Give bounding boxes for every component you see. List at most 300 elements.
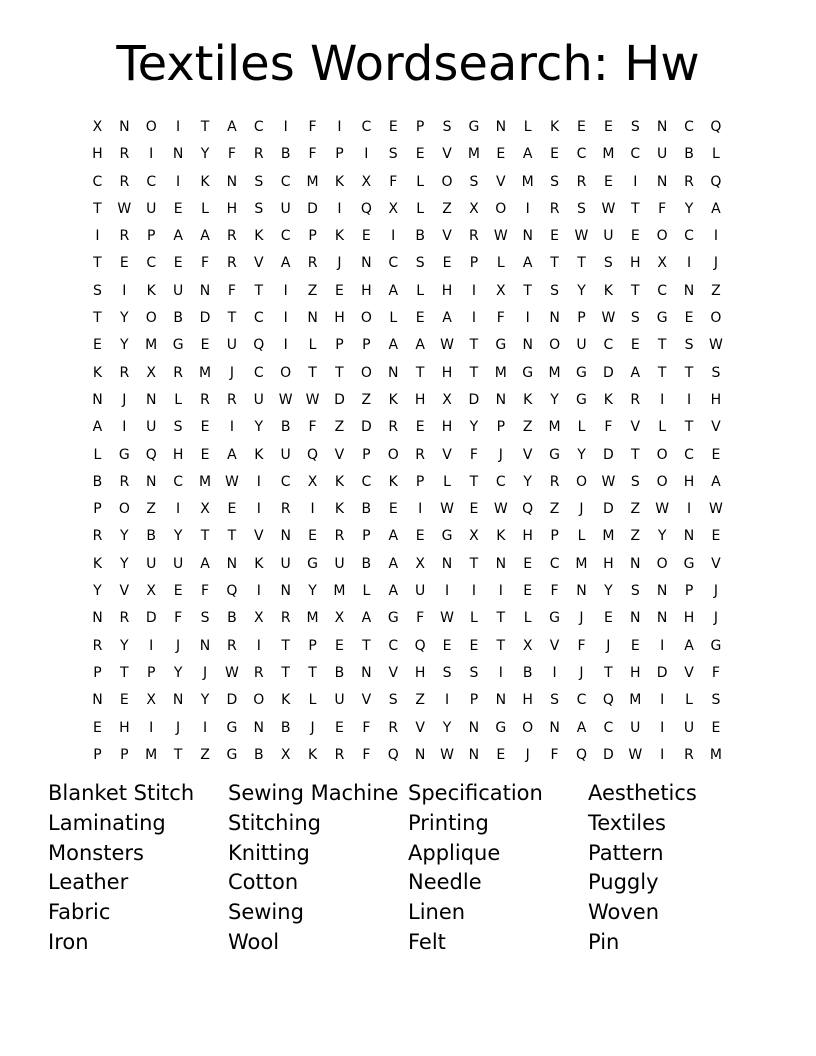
grid-letter: K bbox=[254, 555, 264, 572]
grid-letter: N bbox=[361, 255, 372, 272]
grid-letter: G bbox=[656, 310, 668, 327]
grid-letter: X bbox=[388, 200, 399, 217]
grid-letter: V bbox=[254, 255, 264, 272]
grid-letter: E bbox=[711, 719, 721, 736]
grid-letter: I bbox=[176, 119, 181, 135]
grid-letter: V bbox=[119, 583, 130, 600]
grid-letter: A bbox=[92, 419, 103, 436]
grid-letter: E bbox=[93, 337, 102, 354]
grid-letter: N bbox=[199, 637, 211, 654]
grid-letter: D bbox=[145, 610, 157, 627]
grid-letter: Q bbox=[414, 637, 426, 654]
grid-letter: V bbox=[388, 664, 399, 681]
grid-letter: R bbox=[92, 528, 103, 545]
grid-letter: N bbox=[630, 555, 641, 572]
grid-letter: N bbox=[522, 228, 533, 245]
grid-letter: C bbox=[603, 719, 614, 736]
grid-letter: Y bbox=[173, 528, 183, 545]
grid-letter: R bbox=[119, 173, 130, 190]
grid-letter: G bbox=[307, 555, 318, 572]
grid-letter: V bbox=[415, 719, 425, 736]
grid-letter: N bbox=[656, 583, 668, 600]
grid-letter: H bbox=[522, 528, 533, 545]
grid-letter: S bbox=[442, 664, 452, 681]
grid-letter: U bbox=[226, 337, 238, 354]
grid-letter: E bbox=[630, 337, 640, 354]
grid-letter: N bbox=[656, 119, 668, 135]
grid-letter: G bbox=[683, 555, 695, 572]
grid-letter: N bbox=[414, 746, 426, 763]
grid-letter: U bbox=[172, 282, 184, 299]
grid-letter: I bbox=[229, 419, 234, 436]
grid-letter: T bbox=[469, 473, 479, 490]
grid-letter: R bbox=[334, 746, 345, 763]
grid-letter: N bbox=[226, 555, 238, 572]
grid-letter: Y bbox=[254, 419, 264, 436]
grid-letter: I bbox=[283, 310, 288, 327]
grid-letter: H bbox=[92, 146, 103, 163]
grid-letter: Y bbox=[657, 528, 667, 545]
grid-letter: P bbox=[335, 337, 344, 354]
grid-letter: E bbox=[415, 528, 425, 545]
grid-letter: X bbox=[496, 282, 506, 299]
grid-letter: Z bbox=[361, 391, 372, 408]
grid-letter: P bbox=[362, 337, 371, 354]
grid-letter: V bbox=[334, 446, 345, 463]
grid-letter: F bbox=[550, 583, 559, 600]
grid-letter: Z bbox=[711, 282, 721, 299]
grid-letter: M bbox=[333, 583, 346, 600]
grid-letter: S bbox=[630, 473, 640, 490]
grid-letter: F bbox=[227, 282, 236, 299]
grid-letter: C bbox=[388, 637, 399, 654]
grid-letter: Q bbox=[307, 446, 319, 463]
grid-letter: F bbox=[200, 583, 210, 600]
grid-letter: Z bbox=[200, 746, 210, 763]
grid-letter: I bbox=[256, 473, 261, 490]
grid-letter: I bbox=[713, 228, 718, 245]
grid-letter: O bbox=[145, 119, 157, 135]
grid-letter: E bbox=[308, 528, 317, 545]
grid-letter: X bbox=[469, 200, 479, 217]
grid-letter: G bbox=[495, 337, 507, 354]
grid-letter: I bbox=[660, 637, 665, 654]
grid-letter: S bbox=[630, 583, 640, 600]
grid-letter: E bbox=[93, 719, 102, 736]
grid-letter: P bbox=[147, 664, 156, 681]
grid-letter: Q bbox=[253, 337, 265, 354]
grid-letter: L bbox=[470, 610, 478, 627]
grid-letter: I bbox=[283, 337, 288, 354]
grid-letter: R bbox=[227, 255, 237, 272]
grid-letter: N bbox=[656, 610, 668, 627]
grid-letter: K bbox=[549, 119, 560, 135]
grid-letter: S bbox=[630, 119, 640, 135]
grid-letter: Q bbox=[575, 746, 587, 763]
grid-letter: E bbox=[200, 446, 210, 463]
grid-letter: P bbox=[335, 146, 344, 163]
grid-letter: R bbox=[415, 446, 425, 463]
grid-letter: A bbox=[200, 555, 210, 572]
grid-letter: E bbox=[711, 446, 721, 463]
grid-letter: K bbox=[603, 282, 613, 299]
grid-letter: I bbox=[149, 637, 154, 654]
grid-letter: Y bbox=[308, 583, 317, 600]
grid-letter: E bbox=[630, 637, 640, 654]
grid-letter: T bbox=[173, 746, 183, 763]
grid-letter: I bbox=[283, 119, 288, 135]
grid-letter: C bbox=[173, 473, 183, 490]
grid-letter: T bbox=[630, 200, 640, 217]
grid-letter: R bbox=[576, 173, 587, 190]
grid-letter: T bbox=[657, 337, 667, 354]
grid-letter: T bbox=[93, 200, 102, 217]
grid-letter: K bbox=[334, 228, 345, 245]
word-list bbox=[48, 779, 768, 958]
grid-letter: R bbox=[173, 364, 183, 381]
grid-letter: E bbox=[550, 146, 560, 163]
word-list-item: Leather bbox=[48, 870, 129, 895]
grid-letter: U bbox=[253, 391, 264, 408]
grid-letter: T bbox=[200, 528, 210, 545]
grid-letter: O bbox=[656, 555, 668, 572]
grid-letter: D bbox=[334, 391, 345, 408]
grid-letter: G bbox=[387, 610, 399, 627]
grid-letter: N bbox=[495, 692, 507, 709]
grid-letter: B bbox=[146, 528, 157, 545]
grid-letter: P bbox=[469, 255, 479, 272]
grid-letter: B bbox=[415, 228, 425, 245]
grid-letter: D bbox=[602, 501, 614, 518]
grid-letter: Y bbox=[200, 692, 210, 709]
grid-letter: E bbox=[335, 719, 344, 736]
grid-letter: R bbox=[684, 746, 694, 763]
grid-letter: W bbox=[709, 337, 723, 354]
word-list-item: Aesthetics bbox=[588, 781, 697, 805]
grid-letter: J bbox=[310, 719, 315, 736]
grid-letter: E bbox=[415, 146, 425, 163]
grid-letter: I bbox=[498, 583, 503, 600]
grid-letter: Y bbox=[469, 419, 479, 436]
grid-letter: V bbox=[711, 419, 721, 436]
grid-letter: T bbox=[415, 364, 425, 381]
grid-letter: C bbox=[253, 310, 264, 327]
grid-letter: D bbox=[199, 310, 211, 327]
grid-letter: E bbox=[442, 637, 452, 654]
grid-letter: U bbox=[146, 200, 157, 217]
grid-letter: T bbox=[469, 555, 479, 572]
grid-letter: B bbox=[522, 664, 533, 681]
grid-letter: B bbox=[684, 146, 694, 163]
grid-letter: O bbox=[253, 692, 265, 709]
grid-letter: J bbox=[579, 664, 584, 681]
grid-letter: H bbox=[629, 664, 641, 681]
grid-letter: H bbox=[710, 391, 722, 408]
grid-letter: Q bbox=[710, 173, 722, 190]
grid-letter: E bbox=[173, 255, 183, 272]
grid-letter: S bbox=[388, 692, 398, 709]
word-list-item: Pattern bbox=[588, 840, 664, 865]
grid-letter: X bbox=[415, 555, 425, 572]
grid-letter: C bbox=[146, 255, 157, 272]
grid-letter: A bbox=[415, 337, 425, 354]
grid-letter: P bbox=[362, 528, 371, 545]
grid-letter: R bbox=[119, 473, 130, 490]
grid-letter: P bbox=[93, 664, 102, 681]
grid-letter: H bbox=[441, 364, 453, 381]
grid-letter: I bbox=[256, 501, 261, 518]
grid-letter: F bbox=[200, 255, 210, 272]
grid-letter: F bbox=[496, 310, 505, 327]
grid-letter: K bbox=[146, 282, 156, 299]
word-list-item: Wool bbox=[228, 929, 280, 954]
grid-letter: L bbox=[658, 419, 667, 436]
grid-letter: I bbox=[391, 228, 396, 245]
grid-letter: O bbox=[495, 200, 507, 217]
word-list-item: Felt bbox=[408, 929, 446, 954]
grid-letter: J bbox=[525, 746, 530, 763]
grid-letter: P bbox=[577, 310, 586, 327]
grid-letter: Y bbox=[577, 446, 586, 463]
grid-letter: O bbox=[360, 364, 372, 381]
grid-letter: O bbox=[441, 173, 453, 190]
grid-letter: X bbox=[469, 528, 479, 545]
grid-letter: C bbox=[280, 228, 291, 245]
grid-letter: T bbox=[496, 610, 506, 627]
grid-letter: L bbox=[389, 310, 398, 327]
grid-letter: B bbox=[280, 146, 291, 163]
grid-letter: G bbox=[576, 364, 587, 381]
grid-letter: Z bbox=[146, 501, 157, 518]
grid-letter: B bbox=[361, 555, 372, 572]
grid-letter: I bbox=[202, 719, 208, 736]
grid-letter: R bbox=[280, 610, 291, 627]
grid-letter: J bbox=[606, 637, 611, 654]
grid-letter: V bbox=[254, 528, 264, 545]
grid-letter: J bbox=[579, 610, 584, 627]
grid-letter: N bbox=[226, 173, 238, 190]
grid-letter: B bbox=[280, 719, 291, 736]
grid-letter: K bbox=[523, 391, 533, 408]
letter-grid bbox=[84, 114, 729, 769]
grid-letter: T bbox=[308, 664, 317, 681]
grid-letter: L bbox=[523, 610, 532, 627]
grid-letter: S bbox=[711, 364, 721, 381]
word-list-item: Sewing bbox=[228, 900, 304, 925]
grid-letter: L bbox=[577, 419, 586, 436]
grid-letter: P bbox=[415, 473, 425, 490]
grid-letter: H bbox=[603, 555, 614, 572]
grid-letter: K bbox=[496, 528, 506, 545]
grid-letter: Y bbox=[550, 391, 559, 408]
grid-letter: D bbox=[360, 419, 372, 436]
grid-letter: H bbox=[172, 446, 184, 463]
grid-letter: X bbox=[146, 692, 157, 709]
grid-letter: I bbox=[686, 391, 692, 408]
grid-letter: U bbox=[172, 555, 184, 572]
grid-letter: U bbox=[146, 555, 157, 572]
grid-letter: C bbox=[684, 228, 694, 245]
grid-letter: U bbox=[146, 419, 157, 436]
grid-letter: L bbox=[523, 119, 532, 135]
grid-letter: D bbox=[602, 364, 614, 381]
grid-letter: F bbox=[711, 664, 720, 681]
grid-letter: V bbox=[522, 446, 533, 463]
grid-letter: Y bbox=[684, 200, 694, 217]
grid-letter: P bbox=[93, 501, 102, 518]
grid-letter: G bbox=[710, 637, 722, 654]
grid-letter: S bbox=[684, 337, 694, 354]
grid-letter: T bbox=[227, 528, 237, 545]
grid-letter: C bbox=[684, 119, 694, 135]
grid-letter: E bbox=[523, 583, 533, 600]
grid-letter: O bbox=[522, 719, 534, 736]
grid-letter: E bbox=[603, 610, 613, 627]
grid-letter: C bbox=[576, 146, 587, 163]
grid-letter: T bbox=[281, 637, 290, 654]
grid-letter: M bbox=[306, 610, 319, 627]
word-list-item: Sewing Machine bbox=[228, 781, 399, 805]
word-list-item: Needle bbox=[408, 870, 482, 895]
grid-letter: W bbox=[117, 200, 132, 217]
grid-letter: H bbox=[441, 419, 453, 436]
grid-letter: J bbox=[337, 255, 342, 272]
grid-letter: N bbox=[441, 555, 453, 572]
grid-letter: T bbox=[93, 310, 102, 327]
word-list-item: Printing bbox=[408, 810, 489, 835]
grid-letter: I bbox=[149, 719, 154, 736]
grid-letter: C bbox=[92, 173, 103, 190]
grid-letter: O bbox=[656, 228, 668, 245]
grid-letter: L bbox=[416, 200, 425, 217]
grid-letter: N bbox=[388, 364, 399, 381]
grid-letter: E bbox=[469, 501, 479, 518]
grid-letter: K bbox=[603, 391, 613, 408]
grid-letter: M bbox=[145, 746, 158, 763]
grid-letter: R bbox=[92, 637, 103, 654]
grid-letter: F bbox=[577, 637, 586, 654]
grid-letter: S bbox=[93, 282, 102, 299]
grid-letter: D bbox=[307, 200, 318, 217]
word-list-item: Textiles bbox=[588, 810, 667, 835]
grid-letter: N bbox=[468, 719, 480, 736]
grid-letter: K bbox=[388, 391, 398, 408]
grid-letter: F bbox=[416, 610, 425, 627]
grid-letter: M bbox=[575, 555, 588, 572]
grid-letter: L bbox=[362, 583, 371, 600]
grid-letter: X bbox=[92, 119, 103, 135]
grid-letter: I bbox=[176, 501, 181, 518]
grid-letter: A bbox=[388, 337, 399, 354]
grid-letter: I bbox=[633, 173, 638, 190]
grid-letter: G bbox=[172, 337, 184, 354]
grid-letter: L bbox=[201, 200, 209, 217]
grid-letter: D bbox=[226, 692, 238, 709]
grid-letter: K bbox=[334, 501, 345, 518]
grid-letter: R bbox=[549, 200, 560, 217]
grid-letter: E bbox=[603, 173, 613, 190]
grid-letter: I bbox=[364, 146, 369, 163]
grid-letter: Y bbox=[120, 310, 129, 327]
grid-letter: B bbox=[227, 610, 237, 627]
grid-letter: R bbox=[253, 146, 264, 163]
grid-letter: I bbox=[256, 637, 261, 654]
grid-letter: A bbox=[173, 228, 183, 245]
grid-letter: U bbox=[280, 555, 291, 572]
word-list-item: Woven bbox=[588, 900, 660, 925]
grid-letter: W bbox=[709, 501, 723, 518]
grid-letter: M bbox=[548, 419, 561, 436]
grid-letter: G bbox=[522, 364, 534, 381]
grid-letter: O bbox=[360, 310, 372, 327]
grid-letter: P bbox=[415, 119, 425, 135]
grid-letter: G bbox=[549, 610, 561, 627]
grid-letter: I bbox=[525, 310, 530, 327]
grid-letter: Z bbox=[415, 692, 425, 709]
grid-letter: M bbox=[494, 364, 507, 381]
grid-letter: T bbox=[684, 364, 694, 381]
grid-letter: D bbox=[656, 664, 668, 681]
grid-letter: H bbox=[522, 692, 533, 709]
grid-letter: A bbox=[388, 282, 399, 299]
grid-letter: K bbox=[254, 446, 264, 463]
grid-letter: N bbox=[549, 719, 560, 736]
grid-letter: T bbox=[496, 637, 506, 654]
grid-letter: X bbox=[307, 473, 318, 490]
grid-letter: L bbox=[712, 146, 720, 163]
grid-letter: F bbox=[550, 746, 559, 763]
grid-letter: X bbox=[334, 610, 345, 627]
grid-letter: C bbox=[361, 119, 372, 135]
grid-letter: K bbox=[307, 746, 318, 763]
grid-letter: N bbox=[119, 119, 130, 135]
grid-letter: E bbox=[684, 310, 694, 327]
grid-letter: R bbox=[119, 228, 130, 245]
grid-letter: I bbox=[471, 282, 476, 299]
grid-letter: S bbox=[550, 282, 560, 299]
word-list-item: Specification bbox=[408, 781, 543, 805]
grid-letter: A bbox=[576, 719, 587, 736]
grid-letter: S bbox=[550, 692, 560, 709]
grid-letter: I bbox=[686, 255, 692, 272]
grid-letter: V bbox=[361, 692, 372, 709]
word-list-item: Puggly bbox=[588, 870, 659, 895]
grid-letter: F bbox=[362, 719, 371, 736]
grid-letter: Q bbox=[226, 583, 238, 600]
grid-letter: E bbox=[227, 501, 237, 518]
grid-letter: P bbox=[550, 528, 559, 545]
grid-letter: F bbox=[308, 419, 317, 436]
grid-letter: X bbox=[146, 364, 157, 381]
grid-letter: L bbox=[577, 528, 586, 545]
grid-letter: T bbox=[684, 419, 694, 436]
grid-letter: R bbox=[227, 228, 237, 245]
grid-letter: C bbox=[388, 255, 399, 272]
grid-letter: A bbox=[227, 119, 237, 135]
grid-letter: S bbox=[469, 173, 479, 190]
grid-letter: T bbox=[362, 637, 371, 654]
grid-letter: M bbox=[548, 364, 561, 381]
grid-letter: Z bbox=[307, 282, 318, 299]
grid-letter: P bbox=[93, 746, 102, 763]
grid-letter: N bbox=[656, 173, 668, 190]
grid-letter: J bbox=[579, 501, 584, 518]
grid-letter: W bbox=[278, 391, 293, 408]
grid-letter: A bbox=[630, 364, 641, 381]
grid-letter: F bbox=[658, 200, 667, 217]
grid-letter: E bbox=[415, 419, 425, 436]
grid-letter: E bbox=[335, 282, 344, 299]
